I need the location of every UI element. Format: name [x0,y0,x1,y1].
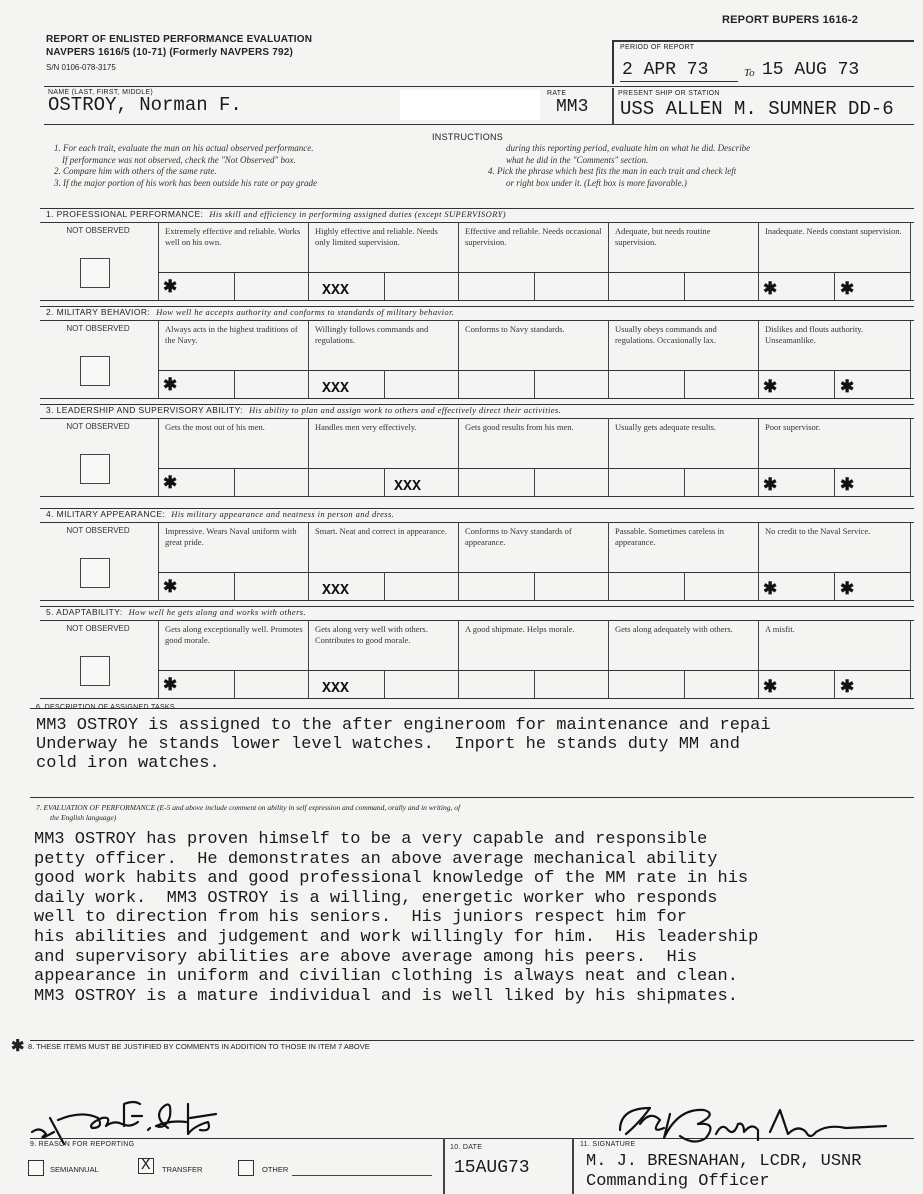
rating-box-left[interactable] [459,371,533,397]
trait-phrase: Always acts in the highest traditions of the Navy. [165,324,298,345]
section7-line: MM3 OSTROY is a mature individual and is well liked by his shipmates. [34,986,738,1006]
trait-description: His ability to plan and assign work to others and effectively direct their activities. [248,405,562,415]
star-mark: ✱ [840,279,855,298]
column-divider [910,222,911,300]
section7-line: his abilities and judgement and work willingly for him. His leadership [34,928,759,947]
trait-description: How well he accepts authority and conforms to standards of military behavior. [156,307,455,317]
instruction-line: what he did in the "Comments" section. [506,154,649,165]
star-mark: ✱ [763,377,778,396]
trait-phrase: Willingly follows commands and regulations. [315,324,429,345]
star-mark: ✱ [163,277,178,296]
trait-phrase: A misfit. [765,624,795,634]
star-mark: ✱ [163,473,178,492]
trait-header-rule [40,418,914,419]
stock-number: S/N 0106-078-3175 [46,63,116,72]
rating-mark: XXX [322,282,350,299]
section7-line: and supervisory abilities are above average among his peers. His [34,947,698,967]
trait-phrase: Passable. Sometimes careless in appearance. [615,526,725,547]
section7-rule [30,797,914,798]
star-mark: ✱ [163,675,178,694]
rating-box-right[interactable] [235,273,307,299]
column-divider [910,522,911,600]
date-divider [443,1138,445,1194]
rating-box-right[interactable] [535,671,607,697]
instruction-line: 1. For each trait, evaluate the man on his actual observed performance. [54,143,314,153]
section7-label: 7. EVALUATION OF PERFORMANCE (E-5 and above include comment on ability in self expression and command, orally and in writing, of [36,803,461,812]
date-value: 15AUG73 [454,1158,530,1178]
rating-box-right[interactable] [385,573,457,599]
not-observed-checkbox[interactable] [80,454,110,484]
star-mark: ✱ [763,475,778,494]
section7-line: daily work. MM3 OSTROY is a willing, energetic worker who responds [34,888,718,908]
period-to-label: To [744,67,755,79]
not-observed-label: NOT OBSERVED [66,624,130,633]
officer-signature [600,1094,900,1154]
period-from: 2 APR 73 [622,60,709,80]
trait-phrase: Extremely effective and reliable. Works well on his own. [165,226,301,247]
header-rule [44,86,914,87]
date-label: 10. DATE [450,1144,483,1151]
transfer-check-mark: X [141,1156,151,1174]
section8-rule [30,1040,914,1041]
period-to: 15 AUG 73 [762,60,860,80]
trait-phrase: Inadequate. Needs constant supervision. [765,226,902,236]
trait-name: 2. MILITARY BEHAVIOR: [46,307,151,317]
rating-box-left[interactable] [609,273,683,299]
name-value: OSTROY, Norman F. [48,94,242,116]
instructions-left [54,143,484,189]
section8-star: ✱ [11,1038,25,1055]
rate-label: RATE [547,90,567,97]
instruction-line: 4. Pick the phrase which best fits the man in each trait and check left [488,166,737,176]
rating-box-right[interactable] [685,573,757,599]
instruction-line: during this reporting period, evaluate him on what he did. Describe [506,143,751,153]
trait-phrase: Usually obeys commands and regulations. Occasionally lax. [615,324,717,345]
section6-line: MM3 OSTROY is assigned to the after engineroom for maintenance and repai [36,716,771,735]
rating-box-right[interactable] [535,573,607,599]
rating-box-right[interactable] [235,371,307,397]
trait-title [46,509,394,519]
trait-title [46,607,306,617]
rating-mark: XXX [322,582,350,599]
star-mark: ✱ [840,677,855,696]
trait-name: 3. LEADERSHIP AND SUPERVISORY ABILITY: [46,405,243,415]
star-mark: ✱ [163,577,178,596]
other-underline [292,1175,432,1176]
not-observed-checkbox[interactable] [80,558,110,588]
trait-header-rule [40,620,914,621]
rating-mark: XXX [394,478,422,495]
trait-title [46,307,454,317]
rating-box-left[interactable] [309,469,383,495]
trait-phrase: Dislikes and flouts authority. Unseamanlike. [765,324,864,345]
not-observed-checkbox[interactable] [80,258,110,288]
star-mark: ✱ [763,677,778,696]
station-value: USS ALLEN M. SUMNER DD-6 [620,98,894,120]
form-number: NAVPERS 1616/5 (10-71) (Formerly NAVPERS 792) [46,47,294,58]
column-divider [910,418,911,496]
section6-line: Underway he stands lower level watches. Inport he stands duty MM and [36,735,740,754]
signature-label: 11. SIGNATURE [580,1141,636,1148]
trait-phrase: Gets along very well with others. Contributes to good morale. [315,624,428,645]
identity-rule [44,124,914,125]
rating-box-left[interactable] [609,469,683,495]
trait-phrase: Handles men very effectively. [315,422,417,432]
rate-value: MM3 [556,97,589,117]
trait-description: His skill and efficiency in performing assigned duties (except SUPERVISORY) [209,209,506,219]
trait-phrase: Highly effective and reliable. Needs only limited supervision. [315,226,438,247]
rating-box-right[interactable] [235,671,307,697]
signature-divider [572,1138,574,1194]
rating-box-left[interactable] [459,671,533,697]
not-observed-label: NOT OBSERVED [66,422,130,431]
column-divider [910,620,911,698]
rating-box-right[interactable] [535,469,607,495]
trait-phrase: Gets the most out of his men. [165,422,265,432]
trait-bottom-rule [40,300,914,301]
semiannual-label: SEMIANNUAL [50,1165,99,1174]
instruction-line: 3. If the major portion of his work has been outside his rate or pay grade [54,177,317,188]
trait-title [46,405,561,415]
rating-box-right[interactable] [385,671,457,697]
rating-box-left[interactable] [459,469,533,495]
instruction-line: or right box under it. (Left box is more favorable.) [506,177,687,188]
section7-line: appearance in uniform and civilian clothing is always neat and clean. [34,967,738,987]
section6-line: cold iron watches. [36,754,220,773]
rating-box-right[interactable] [535,371,607,397]
rating-box-right[interactable] [685,469,757,495]
trait-phrase: Gets good results from his men. [465,422,574,432]
rating-mark: XXX [322,680,350,697]
rating-box-right[interactable] [235,573,307,599]
trait-phrase: Impressive. Wears Naval uniform with great pride. [165,526,297,547]
instruction-line: 2. Compare him with others of the same rate. [54,166,217,176]
rate-divider [612,88,614,124]
rating-box-right[interactable] [385,371,457,397]
rating-box-right[interactable] [685,671,757,697]
trait-description: His military appearance and neatness in person and dress. [171,509,395,519]
trait-bottom-rule [40,496,914,497]
trait-header-rule [40,522,914,523]
rating-box-right[interactable] [535,273,607,299]
trait-header-rule [40,320,914,321]
section7-line: petty officer. He demonstrates an above average mechanical ability [34,849,718,869]
section7-label-cont: the English language) [50,813,117,822]
trait-phrase: Effective and reliable. Needs occasional supervision. [465,226,602,247]
period-from-underline [620,81,738,82]
not-observed-label: NOT OBSERVED [66,226,130,235]
redacted-service-number [400,90,540,120]
rating-box-left[interactable] [609,371,683,397]
trait-phrase: Smart. Neat and correct in appearance. [315,526,447,536]
rating-box-left[interactable] [459,273,533,299]
trait-phrase: Gets along adequately with others. [615,624,733,634]
rating-box-right[interactable] [685,273,757,299]
report-id: REPORT BUPERS 1616-2 [722,14,859,26]
rating-box-right[interactable] [235,469,307,495]
trait-phrase: No credit to the Naval Service. [765,526,871,536]
officer-name: M. J. BRESNAHAN, LCDR, USNR [586,1152,862,1171]
form-title: REPORT OF ENLISTED PERFORMANCE EVALUATION [46,34,313,45]
trait-description: How well he gets along and works with others. [128,607,307,617]
trait-phrase: Poor supervisor. [765,422,821,432]
trait-bottom-rule [40,600,914,601]
trait-name: 4. MILITARY APPEARANCE: [46,509,166,519]
rating-box-left[interactable] [609,671,683,697]
star-mark: ✱ [763,579,778,598]
trait-name: 1. PROFESSIONAL PERFORMANCE: [46,209,204,219]
transfer-checkbox[interactable] [138,1158,154,1174]
officer-title: Commanding Officer [586,1172,770,1191]
other-checkbox[interactable] [238,1160,254,1176]
not-observed-checkbox[interactable] [80,656,110,686]
station-label: PRESENT SHIP OR STATION [618,90,720,97]
trait-phrase: Conforms to Navy standards of appearance. [465,526,572,547]
star-mark: ✱ [840,377,855,396]
instruction-line: If performance was not observed, check the "Not Observed" box. [62,154,296,165]
instructions-right [488,143,913,189]
semiannual-checkbox[interactable] [28,1160,44,1176]
other-label: OTHER [262,1165,289,1174]
not-observed-label: NOT OBSERVED [66,324,130,333]
trait-phrase: Usually gets adequate results. [615,422,717,432]
trait-header-rule [40,222,914,223]
trait-phrase: Conforms to Navy standards. [465,324,565,334]
section8-label: 8. THESE ITEMS MUST BE JUSTIFIED BY COMMENTS IN ADDITION TO THOSE IN ITEM 7 ABOVE [28,1042,370,1051]
trait-title [46,209,506,219]
trait-phrase: Gets along exceptionally well. Promotes good morale. [165,624,303,645]
star-mark: ✱ [840,579,855,598]
section7-line: well to direction from his seniors. His juniors respect him for [34,908,687,928]
name-label: NAME (LAST, FIRST, MIDDLE) [48,89,154,96]
rating-box-right[interactable] [385,273,457,299]
trait-bottom-rule [40,698,914,699]
section7-line: MM3 OSTROY has proven himself to be a very capable and responsible [34,830,708,849]
trait-phrase: A good shipmate. Helps morale. [465,624,575,634]
section7-line: good work habits and good professional knowledge of the MM rate in his [34,869,749,889]
trait-bottom-rule [40,398,914,399]
instructions-title: INSTRUCTIONS [432,132,504,142]
rating-box-left[interactable] [609,573,683,599]
period-label: PERIOD OF REPORT [620,44,695,51]
star-mark: ✱ [763,279,778,298]
rating-mark: XXX [322,380,350,397]
trait-phrase: Adequate, but needs routine supervision. [615,226,711,247]
not-observed-checkbox[interactable] [80,356,110,386]
not-observed-label: NOT OBSERVED [66,526,130,535]
star-mark: ✱ [163,375,178,394]
star-mark: ✱ [840,475,855,494]
reason-label: 9. REASON FOR REPORTING [30,1141,135,1148]
transfer-label: TRANSFER [162,1165,203,1174]
rating-box-right[interactable] [685,371,757,397]
column-divider [910,320,911,398]
trait-name: 5. ADAPTABILITY: [46,607,123,617]
section6-label: 6. DESCRIPTION OF ASSIGNED TASKS [36,704,175,711]
rating-box-left[interactable] [459,573,533,599]
